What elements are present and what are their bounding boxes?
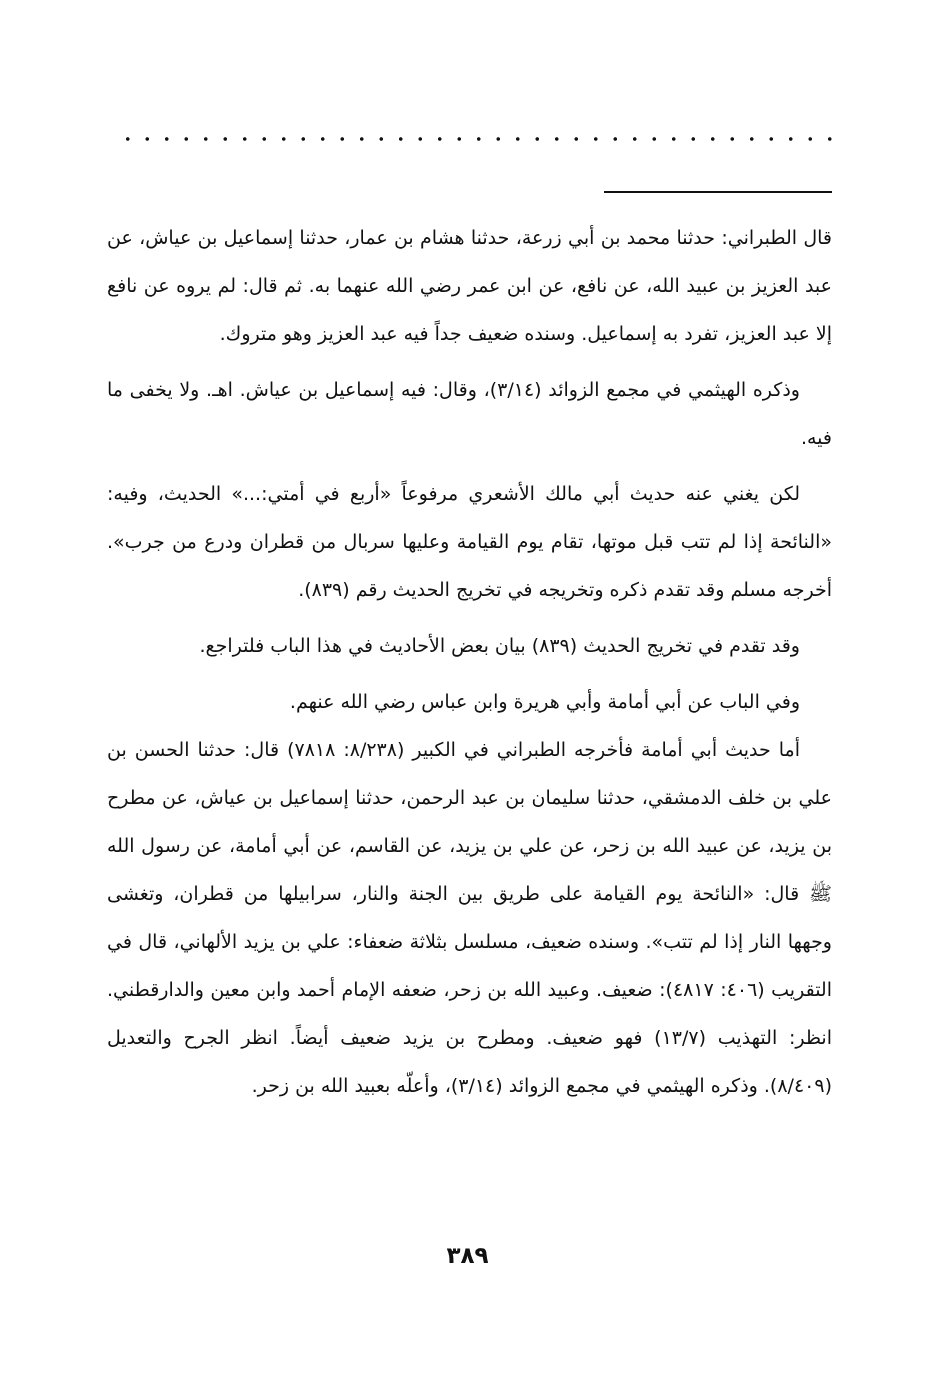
paragraph-fil-bab: وفي الباب عن أبي أمامة وأبي هريرة وابن عباس رضي الله عنهم. [289, 691, 800, 713]
paragraph-tabarani-isnad: قال الطبراني: حدثنا محمد بن أبي زرعة، حدثنا هشام بن عمار، حدثنا إسماعيل بن عياش، عن عبد العزيز بن عبيد الله، عن نافع، عن ابن عمر رضي الله عنهما به. ثم قال: لم يروه عن نافع إلا عبد العزيز، تفرد به إسماعيل. وسنده ضعيف جداً فيه عبد العزيز وهو متروك. [107, 227, 832, 345]
page-body [107, 214, 832, 1118]
paragraph-abi-malik: لكن يغني عنه حديث أبي مالك الأشعري مرفوعاً «أربع في أمتي:...» الحديث، وفيه: «النائحة إذا لم تتب قبل موتها، تقام يوم القيامة وعليها سربال من قطران ودرع من جرب». أخرجه مسلم وقد تقدم ذكره وتخريجه في تخريج الحديث رقم (٨٣٩). [107, 483, 832, 601]
footnote-rule [604, 191, 832, 193]
paragraph-previous-takhrij: وقد تقدم في تخريج الحديث (٨٣٩) بيان بعض الأحاديث في هذا الباب فلتراجع. [199, 635, 800, 657]
paragraph-abi-umamah: أما حديث أبي أمامة فأخرجه الطبراني في الكبير (٨/٢٣٨: ٧٨١٨) قال: حدثنا الحسن بن علي بن خلف الدمشقي، حدثنا سليمان بن عبد الرحمن، حدثنا إسماعيل بن عياش، عن مطرح بن يزيد، عن عبيد الله بن زحر، عن علي بن يزيد، عن القاسم، عن أبي أمامة، عن رسول الله ﷺ قال: «النائحة يوم القيامة على طريق بين الجنة والنار، سرابيلها من قطران، وتغشى وجهها النار إذا لم تتب». وسنده ضعيف، مسلسل بثلاثة ضعفاء: علي بن يزيد الألهاني، قال في التقريب (٤٠٦: ٤٨١٧): ضعيف. وعبيد الله بن زحر، ضعفه الإمام أحمد وابن معين والدارقطني. انظر: التهذيب (١٣/٧) فهو ضعيف. ومطرح بن يزيد ضعيف أيضاً. انظر الجرح والتعديل (٨/٤٠٩). وذكره الهيثمي في مجمع الزوائد (٣/١٤)، وأعلّه بعبيد الله بن زحر. [107, 739, 832, 1097]
dotted-separator [118, 135, 834, 143]
paragraph-haythami: وذكره الهيثمي في مجمع الزوائد (٣/١٤)، وقال: فيه إسماعيل بن عياش. اهـ. ولا يخفى ما فيه. [107, 379, 832, 449]
page-number: ٣٨٩ [446, 1243, 489, 1269]
